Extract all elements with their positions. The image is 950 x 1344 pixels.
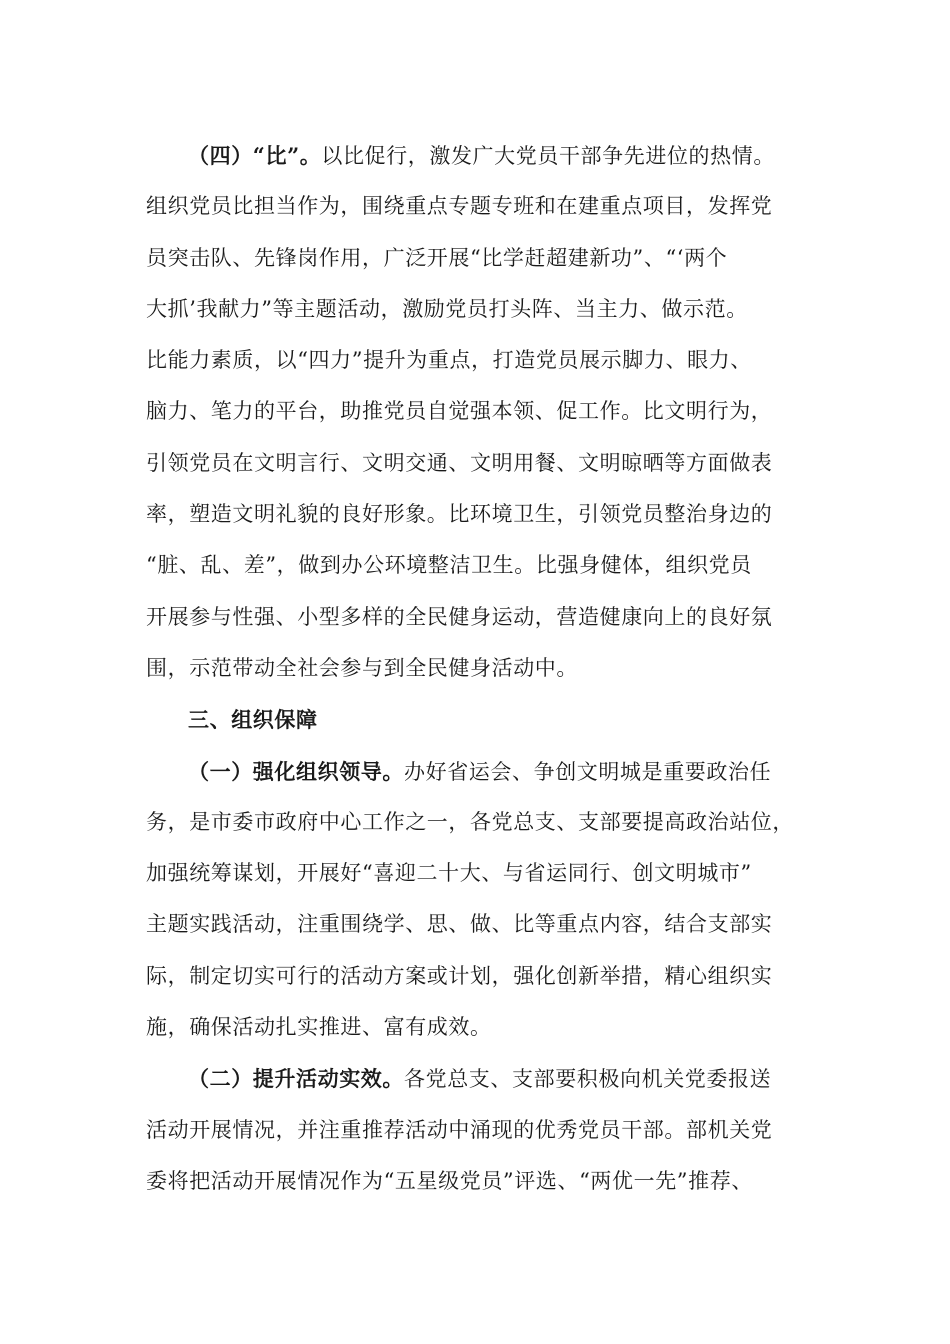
text-line: 加强统筹谋划，开展好“喜迎二十大、与省运同行、创文明城市”: [146, 861, 752, 886]
text-run: 以比促行，激发广大党员干部争先进位的热情。: [321, 144, 775, 168]
text-run: 办好省运会、争创文明城是重要政治任: [404, 759, 772, 784]
text-line: 引领党员在文明言行、文明交通、文明用餐、文明晾晒等方面做表: [146, 450, 773, 475]
subsection-lead: （一）强化组织领导。: [188, 758, 404, 784]
text-line: 大抓’我献力”等主题活动，激励党员打头阵、当主力、做示范。: [146, 296, 748, 321]
paragraph-first-line: [146, 130, 806, 181]
text-line: 比能力素质，以“四力”提升为重点，打造党员展示脚力、眼力、: [146, 348, 752, 373]
text-line: 委将把活动开展情况作为“五星级党员”评选、“两优一先”推荐、: [146, 1168, 753, 1193]
text-line: 务，是市委市政府中心工作之一，各党总支、支部要提高政治站位，: [146, 809, 794, 834]
document-body: [146, 130, 806, 1207]
text-line: 主题实践活动，注重围绕学、思、做、比等重点内容，结合支部实: [146, 912, 773, 937]
text-line: 施，确保活动扎实推进、富有成效。: [146, 1015, 492, 1040]
text-run: 各党总支、支部要积极向机关党委报送: [404, 1067, 772, 1092]
text-line: 脑力、笔力的平台，助推党员自觉强本领、促工作。比文明行为，: [146, 399, 773, 424]
subsection-lead: （二）提升活动实效。: [188, 1066, 404, 1092]
section-lead: （四）“比”。: [188, 143, 322, 168]
text-line: 员突击队、先锋岗作用，广泛开展“比学赶超建新功”、“‘两个: [146, 245, 728, 270]
text-line: 开展参与性强、小型多样的全民健身运动，营造健康向上的良好氛: [146, 604, 773, 629]
paragraph-first-line: [146, 746, 806, 797]
text-line: “脏、乱、差”，做到办公环境整洁卫生。比强身健体，组织党员: [146, 553, 752, 578]
text-line: 组织党员比担当作为，围绕重点专题专班和在建重点项目，发挥党: [146, 194, 773, 219]
text-line: 围，示范带动全社会参与到全民健身活动中。: [146, 655, 578, 680]
text-line: 率，塑造文明礼貌的良好形象。比环境卫生，引领党员整治身边的: [146, 502, 773, 527]
text-line: 际，制定切实可行的活动方案或计划，强化创新举措，精心组织实: [146, 963, 773, 988]
section-heading: 三、组织保障: [188, 707, 318, 733]
paragraph-first-line: [146, 1053, 806, 1104]
text-line: 活动开展情况，并注重推荐活动中涌现的优秀党员干部。部机关党: [146, 1117, 773, 1142]
